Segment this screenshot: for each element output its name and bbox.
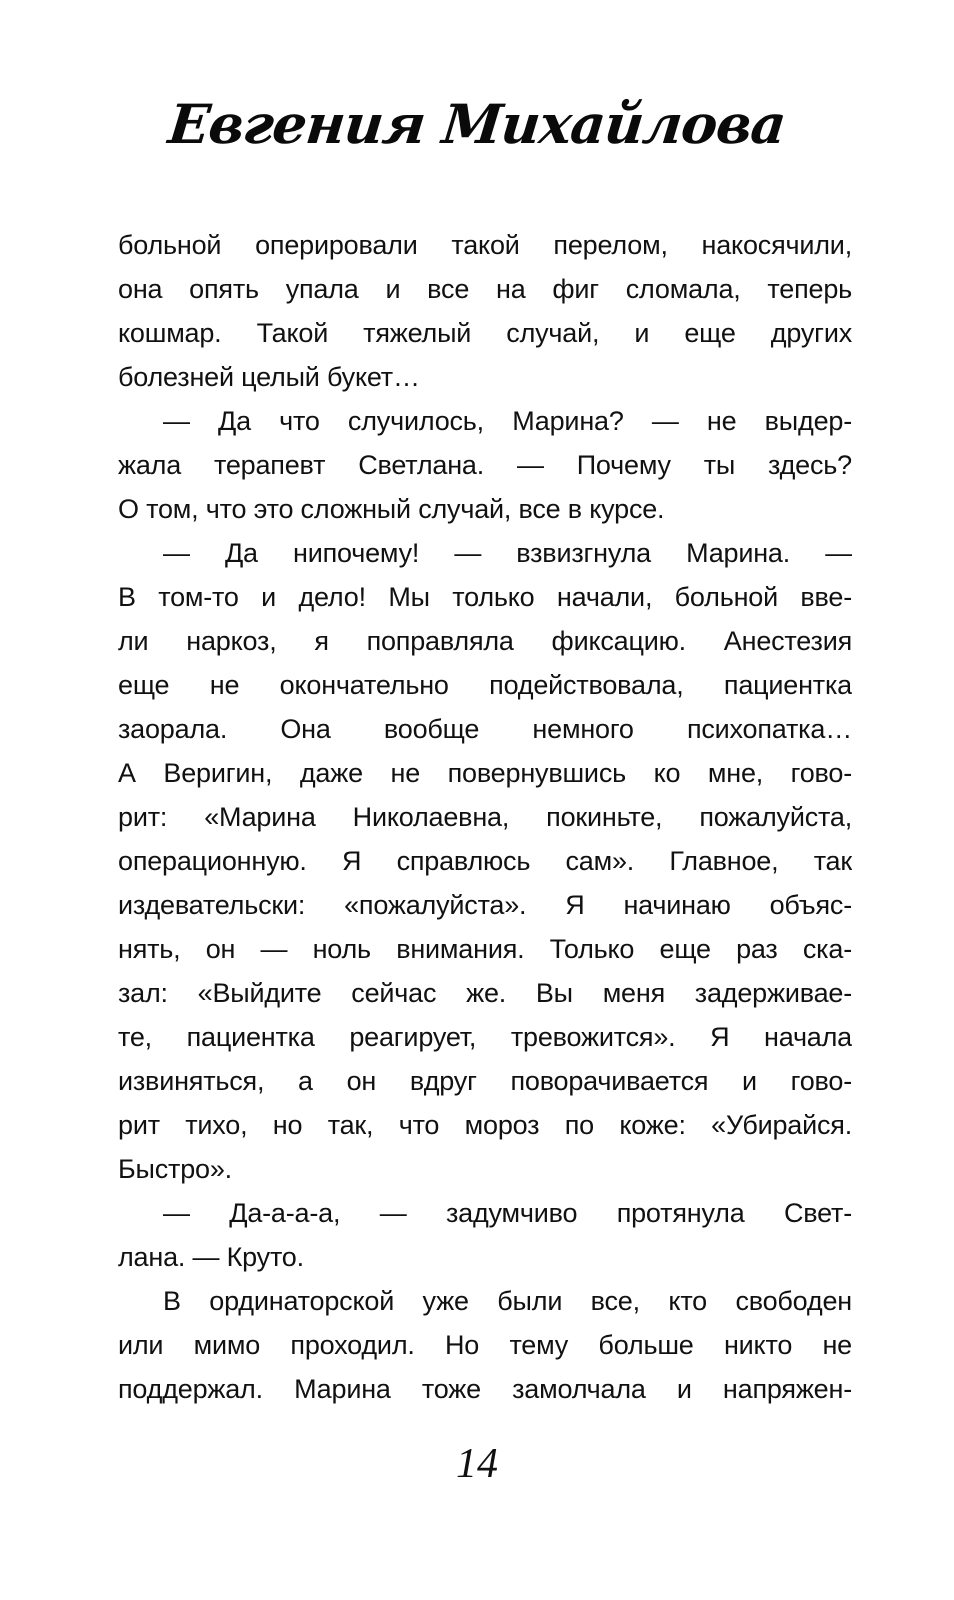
text-line: заорала. Она вообще немного психопатка… [118, 714, 852, 744]
text-line: рит: «Марина Николаевна, покиньте, пожалуйста, [118, 802, 852, 832]
text-line: — Да нипочему! — взвизгнула Марина. — [163, 538, 852, 568]
text-line: больной оперировали такой перелом, накосячили, [118, 230, 852, 260]
text-line: — Да что случилось, Марина? — не выдер- [163, 406, 852, 436]
text-line: болезней целый букет… [118, 362, 420, 392]
text-line: — Да-а-а-а, — задумчиво протянула Свет- [163, 1198, 852, 1228]
page-number: 14 [456, 1441, 498, 1487]
text-line: ли наркоз, я поправляла фиксацию. Анестезия [118, 626, 852, 656]
text-line: зал: «Выйдите сейчас же. Вы меня задерживае- [118, 978, 852, 1008]
text-line: лана. — Круто. [118, 1242, 304, 1272]
text-line: Быстро». [118, 1154, 232, 1184]
text-line: В том-то и дело! Мы только начали, больной вве- [118, 582, 852, 612]
text-line: В ординаторской уже были все, кто свободен [163, 1286, 852, 1316]
text-line: нять, он — ноль внимания. Только еще раз ска- [118, 934, 852, 964]
text-line: операционную. Я справлюсь сам». Главное, так [118, 846, 852, 876]
text-line: кошмар. Такой тяжелый случай, и еще других [118, 318, 852, 348]
text-line: жала терапевт Светлана. — Почему ты здесь? [118, 450, 852, 480]
text-line: или мимо проходил. Но тему больше никто не [118, 1330, 852, 1360]
page-body-text [118, 223, 852, 1411]
text-line: еще не окончательно подействовала, пациентка [118, 670, 852, 700]
text-line: она опять упала и все на фиг сломала, теперь [118, 274, 852, 304]
running-header-author: Евгения Михайлова [165, 92, 789, 156]
text-line: А Веригин, даже не повернувшись ко мне, гово- [118, 758, 852, 788]
text-line: рит тихо, но так, что мороз по коже: «Убирайся. [118, 1110, 852, 1140]
text-line: те, пациентка реагирует, тревожится». Я начала [118, 1022, 852, 1052]
text-line: О том, что это сложный случай, все в курсе. [118, 494, 665, 524]
text-line: поддержал. Марина тоже замолчала и напряжен- [118, 1374, 852, 1404]
text-line: издевательски: «пожалуйста». Я начинаю объяс- [118, 890, 852, 920]
text-line: извиняться, а он вдруг поворачивается и гово- [118, 1066, 852, 1096]
